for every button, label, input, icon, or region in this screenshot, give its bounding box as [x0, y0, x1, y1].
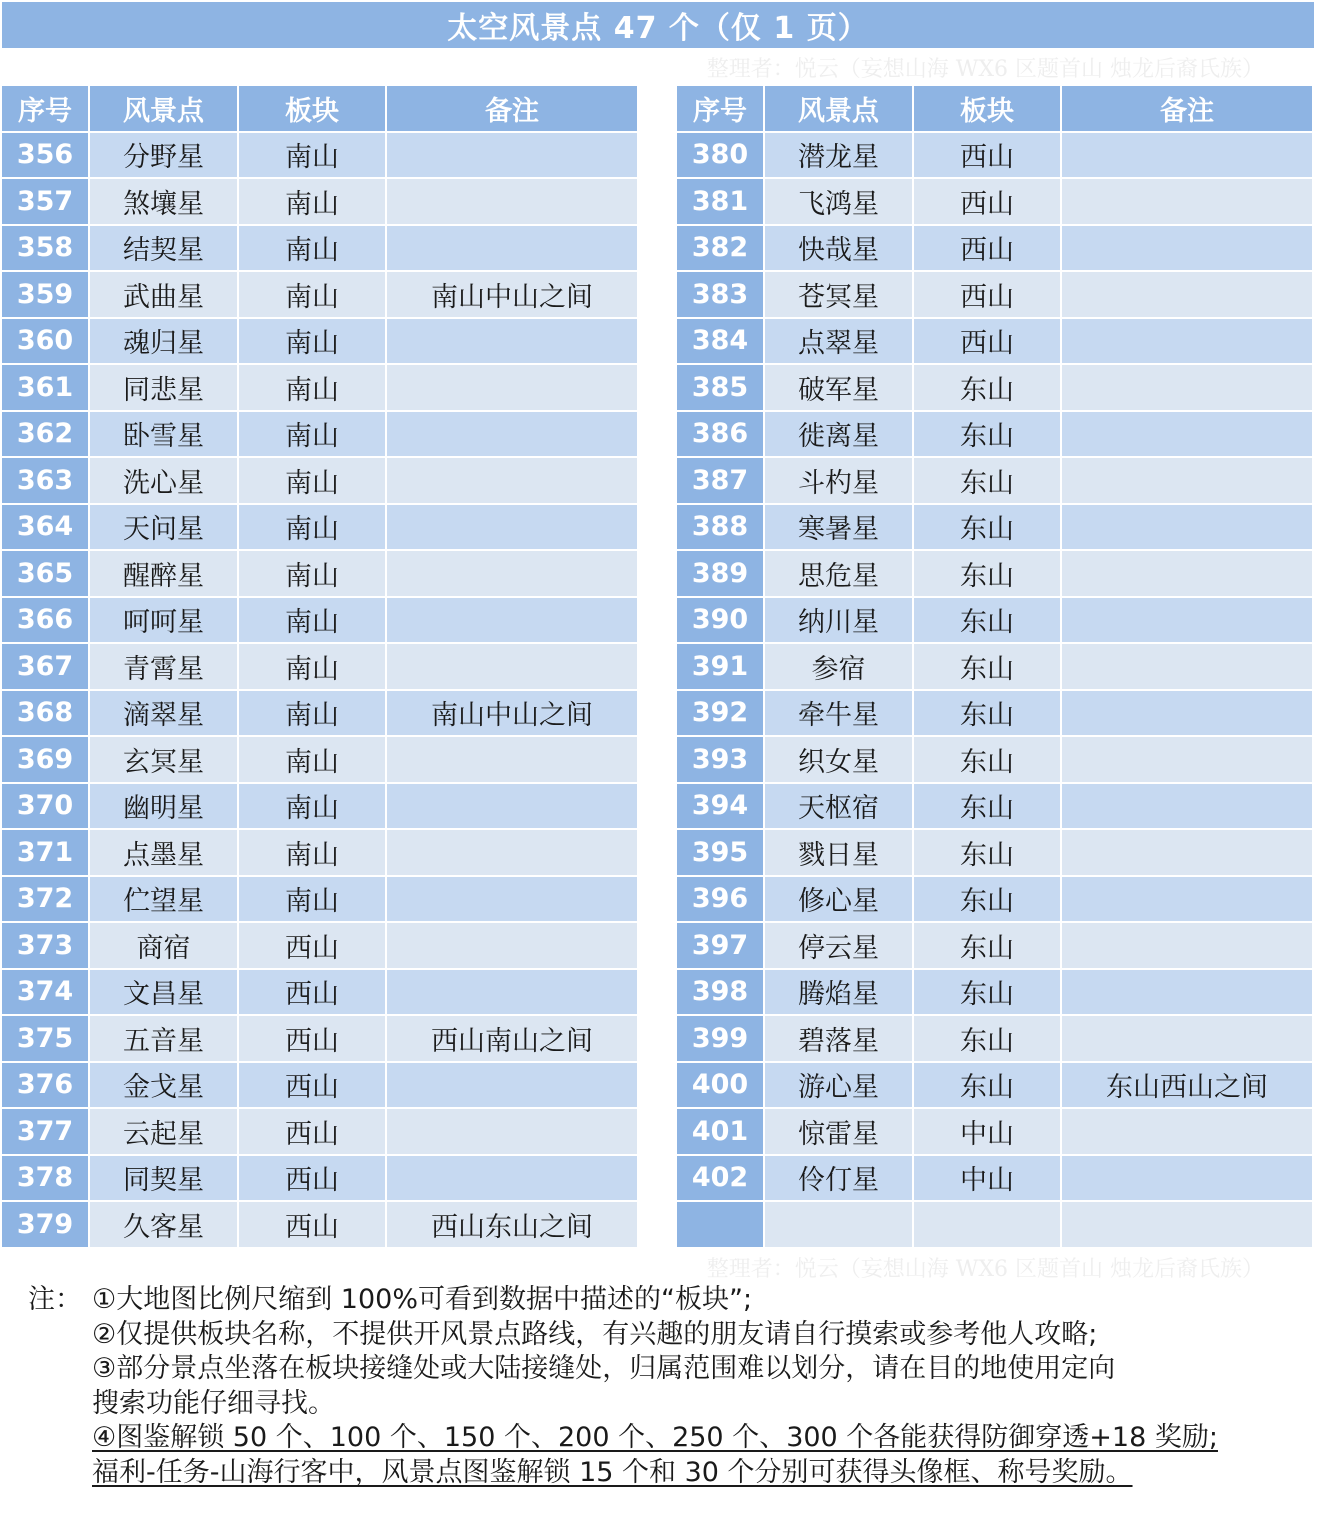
region-block: 西山 [239, 923, 385, 968]
table-row [677, 1016, 1312, 1063]
row-number: 365 [2, 551, 88, 596]
remark [387, 1063, 637, 1108]
remark [1062, 691, 1312, 736]
scenic-spot-name: 徙离星 [765, 412, 912, 457]
table-row [677, 412, 1312, 459]
remark [387, 179, 637, 224]
scenic-spot-name: 寒暑星 [765, 505, 912, 550]
table-row [677, 458, 1312, 505]
region-block: 南山 [239, 179, 385, 224]
remark [387, 923, 637, 968]
row-number: 356 [2, 133, 88, 178]
table-row [677, 272, 1312, 319]
table-row [677, 319, 1312, 366]
table-row [2, 1016, 637, 1063]
remark [387, 644, 637, 689]
region-block: 东山 [914, 644, 1060, 689]
region-block: 南山 [239, 784, 385, 829]
remark [387, 970, 637, 1015]
region-block: 东山 [914, 923, 1060, 968]
region-block: 南山 [239, 458, 385, 503]
note-line [28, 1456, 1298, 1491]
table-row [2, 226, 637, 273]
scenic-spot-name: 飞鸿星 [765, 179, 912, 224]
scenic-spot-name: 快哉星 [765, 226, 912, 271]
remark [1062, 551, 1312, 596]
scenic-spot-name: 游心星 [765, 1063, 912, 1108]
row-number: 389 [677, 551, 763, 596]
remark [387, 458, 637, 503]
region-block: 南山 [239, 365, 385, 410]
region-block: 中山 [914, 1156, 1060, 1201]
table-row [677, 179, 1312, 226]
header-cell: 风景点 [765, 86, 912, 131]
table-body [2, 133, 637, 1249]
scenic-spot-name: 同悲星 [90, 365, 237, 410]
page-title: 太空风景点 47 个（仅 1 页） [2, 2, 1314, 48]
row-number: 387 [677, 458, 763, 503]
header-cell: 备注 [387, 86, 637, 131]
table-row [677, 691, 1312, 738]
scenic-spot-name: 青霄星 [90, 644, 237, 689]
scenic-spot-name: 洗心星 [90, 458, 237, 503]
region-block: 西山 [239, 1063, 385, 1108]
row-number: 364 [2, 505, 88, 550]
row-number: 373 [2, 923, 88, 968]
table-row [2, 133, 637, 180]
table-header [2, 86, 637, 133]
scenic-spot-name: 牵牛星 [765, 691, 912, 736]
region-block: 西山 [239, 1156, 385, 1201]
table-row [2, 970, 637, 1017]
scenic-spot-name: 文昌星 [90, 970, 237, 1015]
table-row [2, 505, 637, 552]
remark: 西山南山之间 [387, 1016, 637, 1061]
region-block: 南山 [239, 644, 385, 689]
scenic-spot-name: 破军星 [765, 365, 912, 410]
row-number: 385 [677, 365, 763, 410]
table-row [677, 644, 1312, 691]
row-number: 376 [2, 1063, 88, 1108]
region-block: 东山 [914, 877, 1060, 922]
scenic-spot-name: 结契星 [90, 226, 237, 271]
row-number: 391 [677, 644, 763, 689]
scenic-spot-name: 分野星 [90, 133, 237, 178]
region-block: 东山 [914, 365, 1060, 410]
scenic-spot-name [765, 1202, 912, 1247]
row-number: 382 [677, 226, 763, 271]
table-row [2, 1202, 637, 1249]
scenic-spot-name: 点翠星 [765, 319, 912, 364]
table-row [2, 319, 637, 366]
row-number: 359 [2, 272, 88, 317]
header-cell: 板块 [914, 86, 1060, 131]
remark [1062, 319, 1312, 364]
table-row [677, 133, 1312, 180]
remark [387, 1109, 637, 1154]
region-block: 东山 [914, 737, 1060, 782]
table-row [677, 923, 1312, 970]
remark [1062, 179, 1312, 224]
table-row [2, 365, 637, 412]
table-row [2, 1063, 637, 1110]
remark [387, 877, 637, 922]
region-block: 南山 [239, 412, 385, 457]
note-text: ①大地图比例尺缩到 100%可看到数据中描述的“板块”; [92, 1284, 753, 1315]
row-number: 399 [677, 1016, 763, 1061]
table-row [677, 1202, 1312, 1249]
row-number: 368 [2, 691, 88, 736]
scenic-spot-name: 煞壤星 [90, 179, 237, 224]
remark [1062, 458, 1312, 503]
note-line: 搜索功能仔细寻找。 [92, 1387, 335, 1419]
row-number: 377 [2, 1109, 88, 1154]
table-row [2, 784, 637, 831]
remark [387, 226, 637, 271]
remark [1062, 365, 1312, 410]
note-line: ②仅提供板块名称，不提供开风景点路线，有兴趣的朋友请自行摸索或参考他人攻略; [92, 1318, 1098, 1350]
row-number: 397 [677, 923, 763, 968]
remark [387, 412, 637, 457]
region-block: 东山 [914, 1016, 1060, 1061]
table-row [2, 691, 637, 738]
right-table [677, 86, 1312, 1249]
scenic-spot-name: 点墨星 [90, 830, 237, 875]
row-number [677, 1202, 763, 1247]
table-row [677, 1063, 1312, 1110]
row-number: 402 [677, 1156, 763, 1201]
scenic-spot-name: 呵呵星 [90, 598, 237, 643]
remark [1062, 970, 1312, 1015]
note-line: ③部分景点坐落在板块接缝处或大陆接缝处，归属范围难以划分，请在目的地使用定向 [92, 1353, 1116, 1385]
remark [1062, 598, 1312, 643]
row-number: 386 [677, 412, 763, 457]
remark [387, 598, 637, 643]
row-number: 388 [677, 505, 763, 550]
remark [1062, 133, 1312, 178]
region-block: 南山 [239, 691, 385, 736]
row-number: 379 [2, 1202, 88, 1247]
region-block: 南山 [239, 877, 385, 922]
remark [1062, 784, 1312, 829]
row-number: 378 [2, 1156, 88, 1201]
region-block: 南山 [239, 551, 385, 596]
notes-prefix: 注： [28, 1284, 82, 1315]
table-row [677, 877, 1312, 924]
row-number: 362 [2, 412, 88, 457]
row-number: 401 [677, 1109, 763, 1154]
region-block: 西山 [914, 272, 1060, 317]
table-row [2, 877, 637, 924]
remark [387, 784, 637, 829]
row-number: 367 [2, 644, 88, 689]
table-row [2, 737, 637, 784]
region-block: 西山 [914, 133, 1060, 178]
remark [1062, 1109, 1312, 1154]
note-line [28, 1421, 1298, 1456]
row-number: 357 [2, 179, 88, 224]
scenic-spot-name: 戮日星 [765, 830, 912, 875]
region-block: 西山 [239, 1016, 385, 1061]
table-row [677, 226, 1312, 273]
scenic-spot-name: 潜龙星 [765, 133, 912, 178]
credit-watermark-bottom: 整理者：悦云（妄想山海 WX6 区题首山 烛龙后裔氏族） [706, 1257, 1264, 1282]
row-number: 371 [2, 830, 88, 875]
scenic-spot-name: 魂归星 [90, 319, 237, 364]
region-block: 南山 [239, 226, 385, 271]
row-number: 361 [2, 365, 88, 410]
scenic-spot-name: 伶仃星 [765, 1156, 912, 1201]
row-number: 380 [677, 133, 763, 178]
region-block: 南山 [239, 830, 385, 875]
row-number: 363 [2, 458, 88, 503]
row-number: 360 [2, 319, 88, 364]
scenic-spot-name: 思危星 [765, 551, 912, 596]
table-row [677, 1109, 1312, 1156]
region-block: 南山 [239, 272, 385, 317]
row-number: 398 [677, 970, 763, 1015]
remark [1062, 226, 1312, 271]
table-row [677, 830, 1312, 877]
scenic-spot-name: 停云星 [765, 923, 912, 968]
scenic-spot-name: 惊雷星 [765, 1109, 912, 1154]
scenic-spot-name: 修心星 [765, 877, 912, 922]
table-row [2, 644, 637, 691]
header-cell: 序号 [2, 86, 88, 131]
table-row [2, 598, 637, 645]
table-row [2, 830, 637, 877]
table-row [2, 412, 637, 459]
remark: 南山中山之间 [387, 272, 637, 317]
table-row [677, 598, 1312, 645]
region-block: 南山 [239, 598, 385, 643]
scenic-spot-name: 久客星 [90, 1202, 237, 1247]
scenic-spot-name: 天枢宿 [765, 784, 912, 829]
note-text: ④图鉴解锁 50 个、100 个、150 个、200 个、250 个、300 个各能获得防御穿透+18 奖励; [92, 1422, 1218, 1454]
row-number: 396 [677, 877, 763, 922]
region-block [914, 1202, 1060, 1247]
row-number: 390 [677, 598, 763, 643]
scenic-spot-name: 纳川星 [765, 598, 912, 643]
remark [1062, 877, 1312, 922]
remark [1062, 923, 1312, 968]
region-block: 西山 [239, 1109, 385, 1154]
region-block: 东山 [914, 505, 1060, 550]
table-row [2, 923, 637, 970]
scenic-spot-name: 斗杓星 [765, 458, 912, 503]
scenic-spot-name: 天问星 [90, 505, 237, 550]
remark [1062, 644, 1312, 689]
scenic-spot-name: 同契星 [90, 1156, 237, 1201]
region-block: 西山 [914, 319, 1060, 364]
row-number: 381 [677, 179, 763, 224]
scenic-spot-name: 织女星 [765, 737, 912, 782]
remark [387, 365, 637, 410]
row-number: 366 [2, 598, 88, 643]
remark [1062, 830, 1312, 875]
scenic-spot-name: 玄冥星 [90, 737, 237, 782]
header-cell: 板块 [239, 86, 385, 131]
scenic-spot-name: 云起星 [90, 1109, 237, 1154]
scenic-spot-name: 幽明星 [90, 784, 237, 829]
scenic-spot-name: 腾焰星 [765, 970, 912, 1015]
remark: 南山中山之间 [387, 691, 637, 736]
scenic-spot-name: 商宿 [90, 923, 237, 968]
table-header [677, 86, 1312, 133]
remark [1062, 1202, 1312, 1247]
region-block: 东山 [914, 691, 1060, 736]
region-block: 东山 [914, 412, 1060, 457]
scenic-spot-name: 武曲星 [90, 272, 237, 317]
table-row [677, 970, 1312, 1017]
header-cell: 备注 [1062, 86, 1312, 131]
credit-watermark-top: 整理者：悦云（妄想山海 WX6 区题首山 烛龙后裔氏族） [706, 57, 1264, 82]
region-block: 东山 [914, 784, 1060, 829]
row-number: 370 [2, 784, 88, 829]
scenic-spot-name: 金戈星 [90, 1063, 237, 1108]
scenic-spot-name: 卧雪星 [90, 412, 237, 457]
table-row [2, 458, 637, 505]
row-number: 393 [677, 737, 763, 782]
region-block: 东山 [914, 551, 1060, 596]
region-block: 东山 [914, 830, 1060, 875]
region-block: 南山 [239, 133, 385, 178]
region-block: 东山 [914, 970, 1060, 1015]
remark [1062, 272, 1312, 317]
remark [1062, 505, 1312, 550]
table-row [2, 1156, 637, 1203]
region-block: 东山 [914, 598, 1060, 643]
remark [387, 319, 637, 364]
table-body [677, 133, 1312, 1249]
note-line [28, 1283, 1298, 1318]
table-row [677, 365, 1312, 412]
region-block: 西山 [239, 1202, 385, 1247]
region-block: 南山 [239, 505, 385, 550]
remark: 东山西山之间 [1062, 1063, 1312, 1108]
region-block: 东山 [914, 1063, 1060, 1108]
remark [387, 551, 637, 596]
row-number: 372 [2, 877, 88, 922]
row-number: 358 [2, 226, 88, 271]
remark [1062, 737, 1312, 782]
scenic-spot-name: 滴翠星 [90, 691, 237, 736]
row-number: 383 [677, 272, 763, 317]
table-row [677, 737, 1312, 784]
scenic-spot-name: 碧落星 [765, 1016, 912, 1061]
scenic-spot-name: 苍冥星 [765, 272, 912, 317]
remark [387, 133, 637, 178]
table-row [677, 784, 1312, 831]
remark [387, 1156, 637, 1201]
row-number: 392 [677, 691, 763, 736]
region-block: 中山 [914, 1109, 1060, 1154]
table-row [2, 179, 637, 226]
notes-section [28, 1283, 1298, 1491]
remark: 西山东山之间 [387, 1202, 637, 1247]
table-row [2, 272, 637, 319]
region-block: 西山 [239, 970, 385, 1015]
table-row [677, 505, 1312, 552]
remark [1062, 412, 1312, 457]
remark [387, 737, 637, 782]
scenic-spot-name: 伫望星 [90, 877, 237, 922]
scenic-spot-name: 醒醉星 [90, 551, 237, 596]
region-block: 南山 [239, 737, 385, 782]
table-row [677, 1156, 1312, 1203]
scenic-spot-name: 五音星 [90, 1016, 237, 1061]
scenic-spot-name: 参宿 [765, 644, 912, 689]
row-number: 395 [677, 830, 763, 875]
table-row [677, 551, 1312, 598]
remark [1062, 1156, 1312, 1201]
region-block: 西山 [914, 226, 1060, 271]
row-number: 369 [2, 737, 88, 782]
region-block: 东山 [914, 458, 1060, 503]
row-number: 374 [2, 970, 88, 1015]
note-text: 福利-任务-山海行客中，风景点图鉴解锁 15 个和 30 个分别可获得头像框、称号奖励。 [92, 1456, 1133, 1488]
header-cell: 序号 [677, 86, 763, 131]
left-table [2, 86, 637, 1249]
row-number: 394 [677, 784, 763, 829]
row-number: 375 [2, 1016, 88, 1061]
row-number: 384 [677, 319, 763, 364]
row-number: 400 [677, 1063, 763, 1108]
region-block: 西山 [914, 179, 1060, 224]
header-cell: 风景点 [90, 86, 237, 131]
table-row [2, 1109, 637, 1156]
remark [387, 830, 637, 875]
remark [1062, 1016, 1312, 1061]
table-row [2, 551, 637, 598]
remark [387, 505, 637, 550]
region-block: 南山 [239, 319, 385, 364]
